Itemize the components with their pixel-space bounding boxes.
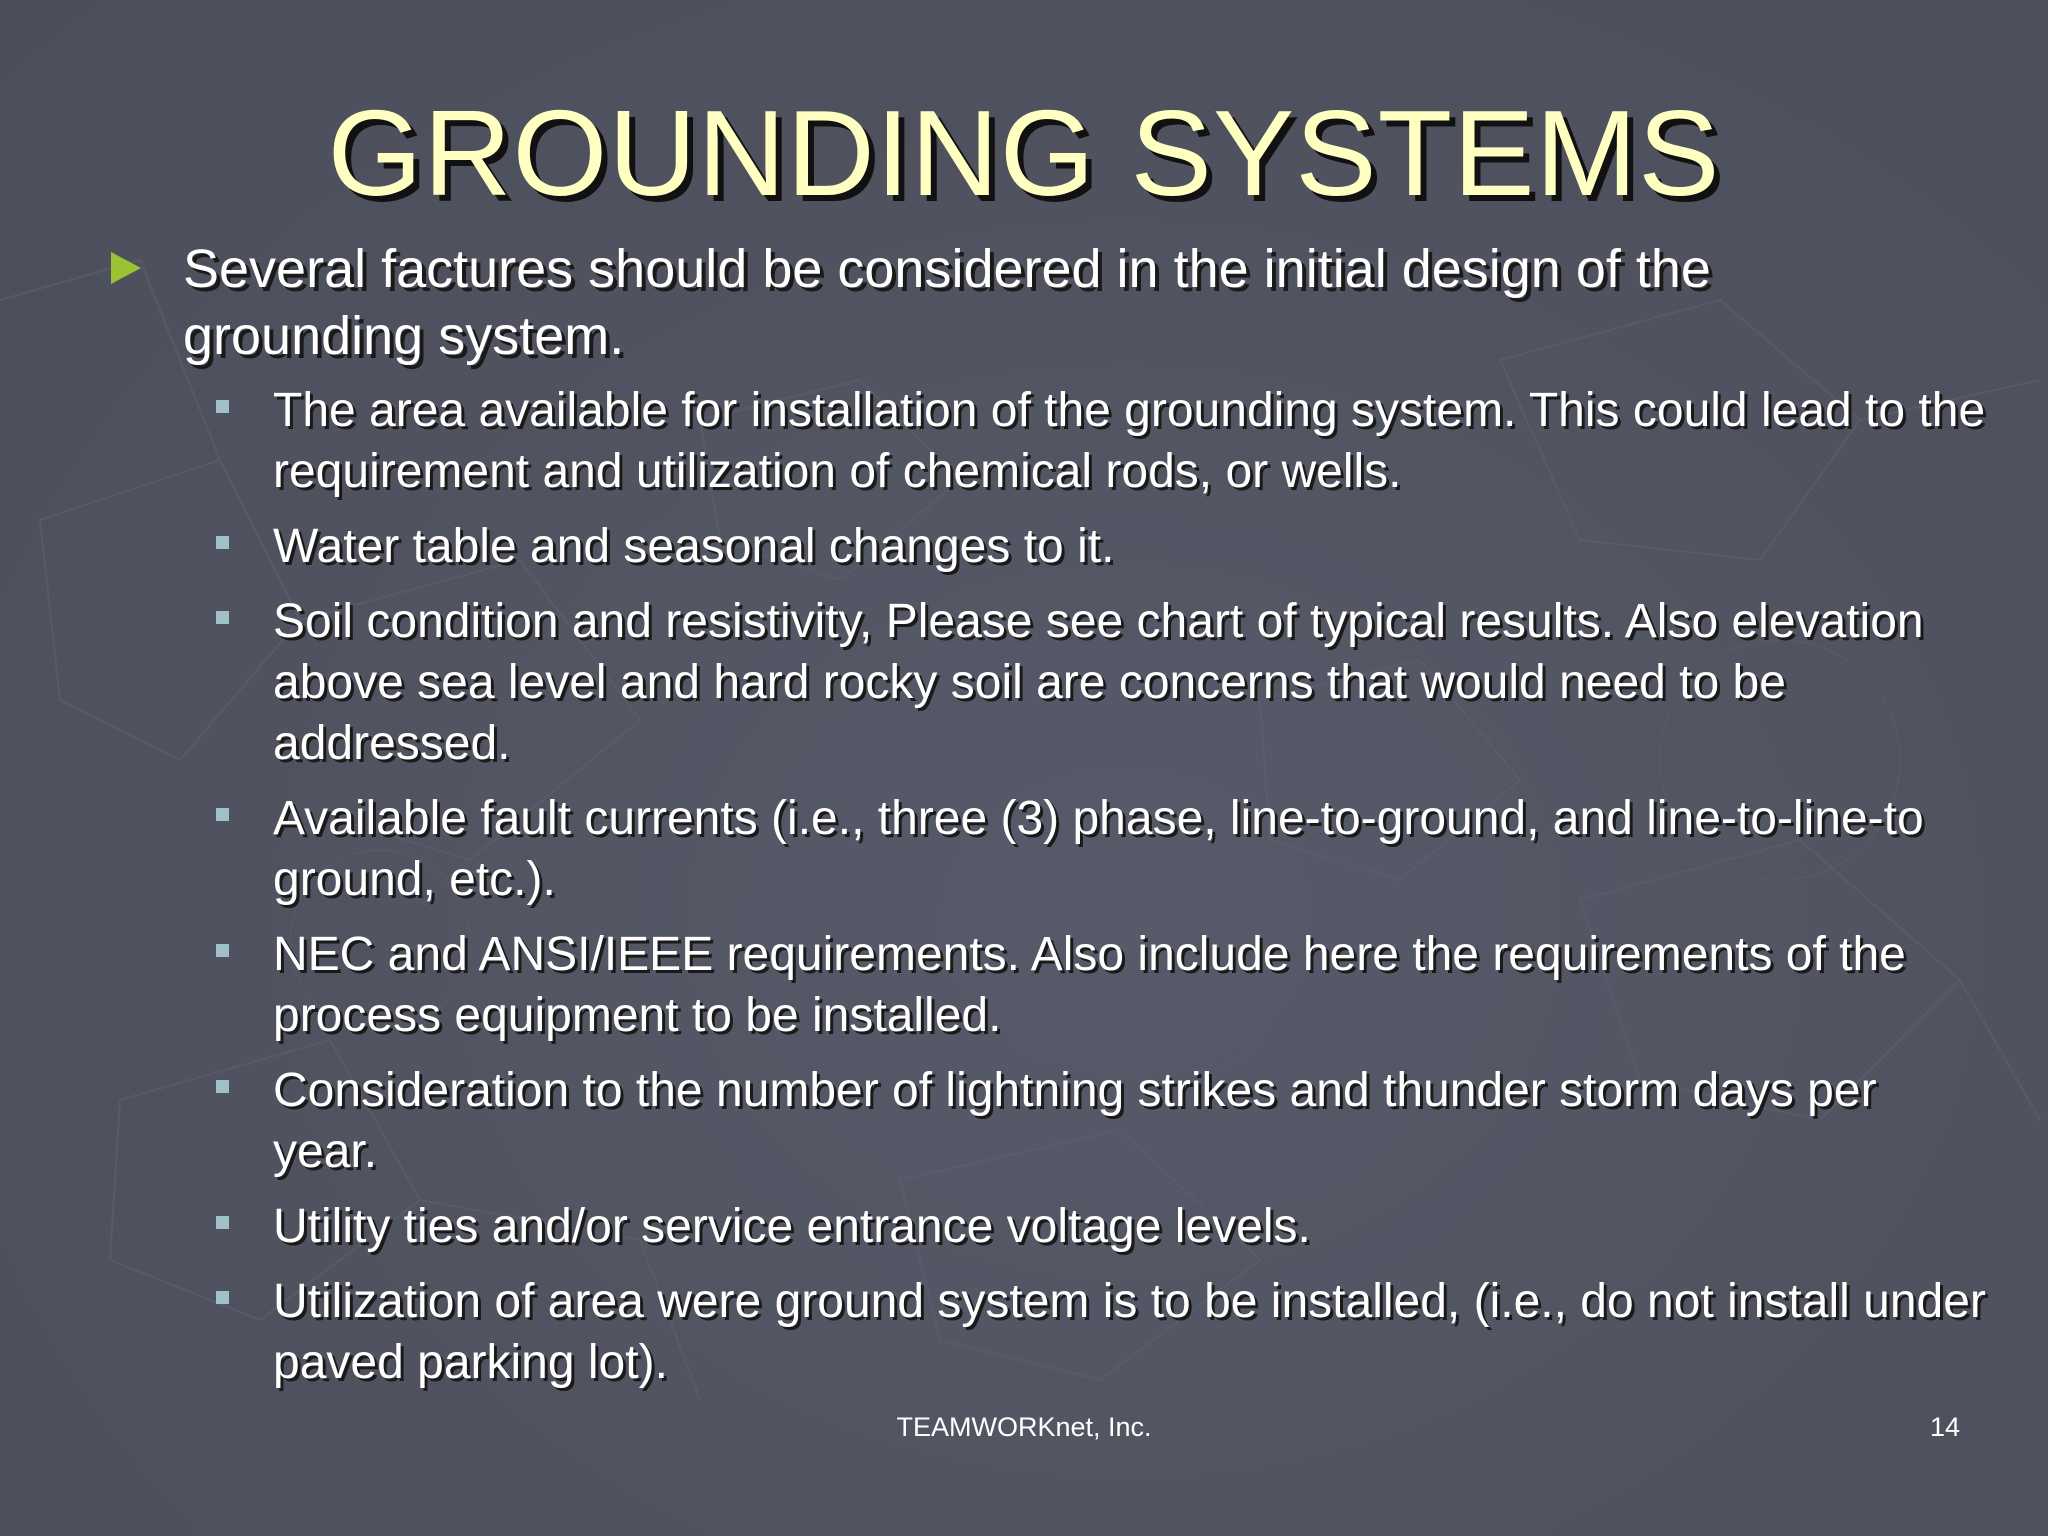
sub-bullet [273,380,1988,502]
square-bullet-icon [216,1291,229,1304]
square-bullet-icon [216,944,229,957]
square-bullet-icon [216,536,229,549]
sub-bullet [273,1060,1988,1182]
sub-bullet [273,1271,1988,1393]
square-bullet-icon [216,1080,229,1093]
sub-bullet-text: NEC and ANSI/IEEE requirements. Also include here the requirements of the process equipment to be installed. [273,928,1906,1042]
sub-bullet [273,1196,1988,1257]
sub-bullet [273,788,1988,910]
sub-bullet-text: Utility ties and/or service entrance voltage levels. [273,1200,1311,1253]
main-bullet [183,236,1963,370]
sub-bullet-text: The area available for installation of the grounding system. This could lead to the requirement and utilization of chemical rods, or wells. [273,384,1986,498]
square-bullet-icon [216,611,229,624]
sub-bullet-text: Consideration to the number of lightning strikes and thunder storm days per year. [273,1064,1877,1178]
bullet-list [0,236,2048,1393]
sub-bullet-text: Available fault currents (i.e., three (3) phase, line-to-ground, and line-to-line-to ground, etc.). [273,792,1924,906]
sub-bullet-text: Water table and seasonal changes to it. [273,520,1115,573]
sub-bullet [273,591,1988,774]
page-number: 14 [1929,1412,1960,1442]
square-bullet-icon [216,400,229,413]
sub-bullet [273,924,1988,1046]
slide-title: GROUNDING SYSTEMS [327,85,1721,221]
square-bullet-icon [216,808,229,821]
slide-footer: TEAMWORKnet, Inc. [896,1412,1152,1442]
sub-bullet [273,516,1988,577]
main-bullet-text: Several factures should be considered in the initial design of the grounding system. [183,239,1711,366]
sub-bullet-text: Utilization of area were ground system is to be installed, (i.e., do not install under paved parking lot). [273,1275,1986,1389]
sub-bullet-text: Soil condition and resistivity, Please see chart of typical results. Also elevation above sea level and hard rocky soil are concerns that would need to be addressed. [273,595,1924,770]
square-bullet-icon [216,1216,229,1229]
green-triangle-bullet-icon [111,252,141,284]
